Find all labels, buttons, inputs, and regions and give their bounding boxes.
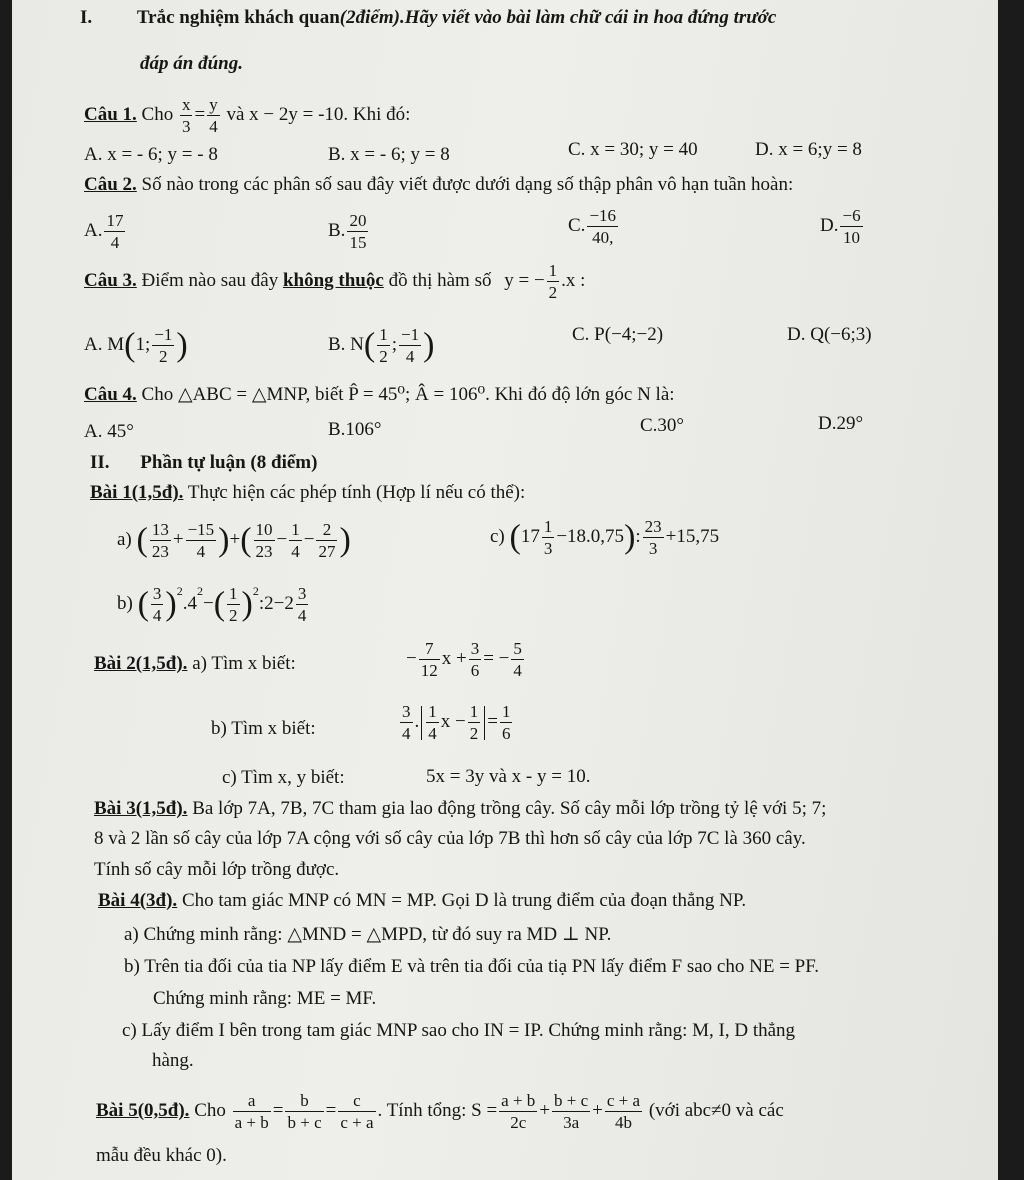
b2-equation-a: − $\frac{7}{12}$ x + $\frac{3}{6}$ = − $\frac{5}{4}$ xyxy=(406,639,522,680)
q3-text1: Điểm nào sau đây xyxy=(141,269,279,291)
part1-points: (2điểm). xyxy=(339,7,405,28)
q2-stem xyxy=(84,173,793,197)
b3-line2: 8 và 2 lần số cây của lớp 7A cộng với số cây của lớp 7B thì hơn số cây của lớp 7C là 360 cây. xyxy=(94,828,806,849)
q1-frac-y4: $\frac{y}{4}$ xyxy=(209,95,218,136)
b2-equation-b: $\frac{3}{4}$ . $\frac{1}{4}$ x − $\frac{1}{2}$ = $\frac{1}{6}$ xyxy=(402,702,511,743)
b2-part-a: Bài 2(1,5đ). a) Tìm x biết: xyxy=(94,653,296,674)
q1-option-a: A. x = - 6; y = - 8 xyxy=(84,144,218,165)
q2-label: Câu 2. xyxy=(84,174,137,195)
q3-option-d: D. Q(−6;3) xyxy=(787,324,872,345)
b3-label: Bài 3(1,5đ). xyxy=(94,798,188,819)
q3-label: Câu 3. xyxy=(84,269,137,291)
q1-option-b: B. x = - 6; y = 8 xyxy=(328,144,450,165)
q1-label: Câu 1. xyxy=(84,103,137,125)
b1-part-b: b) ( $\frac{3}{4}$ )$^2.4^2-$( $\frac{1}{2}$ )$^2$:2−2 $\frac{3}{4}$ xyxy=(117,584,307,625)
q1-frac-x3: $\frac{x}{3}$ xyxy=(181,95,191,136)
b4-stem: Bài 4(3đ). Cho tam giác MNP có MN = MP. Gọi D là trung điểm của đoạn thẳng NP. xyxy=(98,890,747,911)
part2-number: II. xyxy=(90,452,110,473)
part2-heading xyxy=(90,451,317,475)
q3-option-a: A. M(1; $\frac{-1}{2}$ ) xyxy=(84,325,188,366)
q3-not-belong: không thuộc xyxy=(282,269,384,291)
q1-option-c: C. x = 30; y = 40 xyxy=(568,139,698,160)
q4-label: Câu 4. xyxy=(84,384,137,405)
b5-line2: mẫu đều khác 0). xyxy=(96,1145,227,1166)
b3-line3: Tính số cây mỗi lớp trồng được. xyxy=(94,859,340,880)
b3-line1: Bài 3(1,5đ). Ba lớp 7A, 7B, 7C tham gia lao động trồng cây. Số cây mỗi lớp trồng tỷ lệ với 5; 7; xyxy=(94,798,827,819)
q3-stem xyxy=(84,262,585,301)
q3-text2: đồ thị hàm số xyxy=(388,269,492,291)
q2-option-a: A. $\frac{17}{4}$ xyxy=(84,211,124,252)
q4-stem xyxy=(84,383,675,407)
b1-stem xyxy=(90,481,525,505)
q3-function: y = − $\frac{1}{2}$ .x : xyxy=(504,261,586,302)
q1-option-d: D. x = 6;y = 8 xyxy=(755,139,862,160)
b5-stem: Bài 5(0,5đ). Cho $\frac{a}{a + b}$ = $\frac{b}{b + c}$ = $\frac{c}{c + a}$ . Tính tổng: S = $\frac{a + b}{2c}$ + $\frac{b + c}{3a}$ + $\frac{c + a}{4b}$ (với abc≠0 và các xyxy=(96,1091,784,1132)
b4-part-c-line1: c) Lấy điểm I bên trong tam giác MNP sao cho IN = IP. Chứng minh rằng: M, I, D thẳng xyxy=(122,1020,796,1041)
q2-option-d: D. $\frac{-6}{10}$ xyxy=(820,206,861,247)
b2-part-b: b) Tìm x biết: xyxy=(211,718,316,739)
exam-paper xyxy=(12,0,998,1180)
q2-text: Số nào trong các phân số sau đây viết được dưới dạng số thập phân vô hạn tuần hoàn: xyxy=(141,174,794,195)
q4-option-a: A. 45° xyxy=(84,421,134,442)
q1-stem xyxy=(84,96,410,135)
part1-instruction-line2: đáp án đúng. xyxy=(140,53,243,74)
b1-label: Bài 1(1,5đ). xyxy=(90,482,184,503)
b5-label: Bài 5(0,5đ). xyxy=(96,1099,190,1121)
part1-heading xyxy=(80,6,776,30)
part1-instruction: Hãy viết vào bài làm chữ cái in hoa đứng trước xyxy=(404,7,777,28)
q4-option-b: B.106° xyxy=(328,419,382,440)
q4-text: Cho △ABC = △MNP, biết P̂ = 45⁰; Â = 106⁰. Khi đó độ lớn góc N là: xyxy=(141,384,675,405)
part1-title: Trắc nghiệm khách quan xyxy=(136,7,340,28)
q1-condition: và x − 2y = -10. Khi đó: xyxy=(226,103,411,125)
b4-part-b-line2: Chứng minh rằng: ME = MF. xyxy=(153,988,377,1009)
q4-option-c: C.30° xyxy=(640,415,685,436)
b4-part-c-line2: hàng. xyxy=(152,1050,194,1071)
q3-option-b: B. N( $\frac{1}{2}$ ; $\frac{-1}{4}$ ) xyxy=(328,325,435,366)
q1-eq: = xyxy=(194,103,206,125)
b1-part-c: c) (17 $\frac{1}{3}$ −18.0,75): $\frac{23}{3}$ +15,75 xyxy=(490,517,720,558)
b4-label: Bài 4(3đ). xyxy=(98,890,178,911)
b2-label: Bài 2(1,5đ). xyxy=(94,653,188,674)
q1-cho: Cho xyxy=(141,103,174,125)
q4-option-d: D.29° xyxy=(818,413,864,434)
q2-option-b: B. $\frac{20}{15}$ xyxy=(328,211,367,252)
b4-part-b-line1: b) Trên tia đối của tia NP lấy điểm E và trên tia đối của tiạ PN lấy điểm F sao cho NE = PF. xyxy=(124,956,820,977)
b1-part-a: a) ( $\frac{13}{23}$ + $\frac{-15}{4}$ )+( $\frac{10}{23}$ − $\frac{1}{4}$ − $\frac{2}{27}$ ) xyxy=(117,520,351,561)
part2-title: Phần tự luận (8 điểm) xyxy=(140,452,318,473)
b4-part-a: a) Chứng minh rằng: △MND = △MPD, từ đó suy ra MD ⊥ NP. xyxy=(124,924,612,945)
b2-part-c: c) Tìm x, y biết: xyxy=(222,767,345,788)
b2-equation-c: 5x = 3y và x - y = 10. xyxy=(426,766,591,787)
part1-number: I. xyxy=(80,7,93,28)
b1-text: Thực hiện các phép tính (Hợp lí nếu có thể): xyxy=(187,482,526,503)
q2-option-c: C. $\frac{-16}{40,}$ xyxy=(568,206,617,247)
q3-option-c: C. P(−4;−2) xyxy=(572,324,664,345)
